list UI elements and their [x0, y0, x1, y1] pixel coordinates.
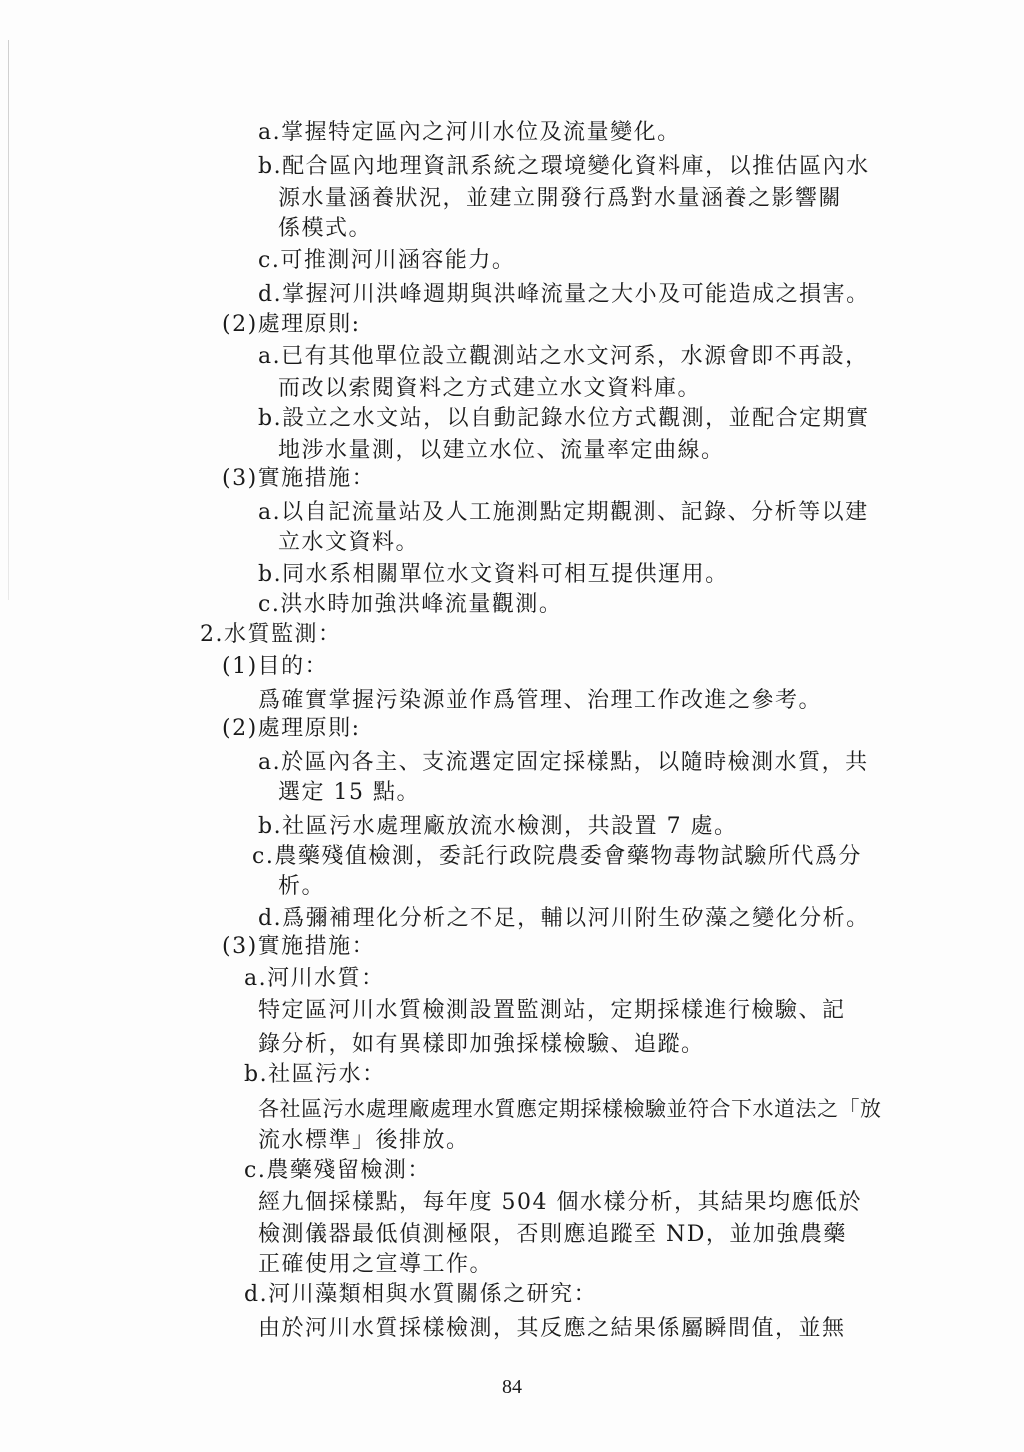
text-line: 爲確實掌握污染源並作爲管理、治理工作改進之參考。 — [258, 688, 823, 713]
text-line: 特定區河川水質檢測設置監測站，定期採樣進行檢驗、記 — [258, 998, 846, 1023]
text-line: 係模式。 — [278, 216, 373, 241]
text-line: a.以自記流量站及人工施測點定期觀測、記錄、分析等以建 — [258, 500, 869, 525]
text-line: 錄分析，如有異樣即加強採樣檢驗、追蹤。 — [258, 1032, 705, 1057]
text-line: b.同水系相關單位水文資料可相互提供運用。 — [258, 562, 729, 587]
text-line: 立水文資料。 — [278, 530, 420, 555]
text-line: d.爲彌補理化分析之不足，輔以河川附生矽藻之變化分析。 — [258, 906, 870, 931]
text-line: a.掌握特定區內之河川水位及流量變化。 — [258, 120, 681, 145]
text-line: b.社區污水處理廠放流水檢測，共設置 7 處。 — [258, 814, 738, 839]
text-line: 正確使用之宣導工作。 — [258, 1252, 494, 1277]
section-heading: (3)實施措施： — [222, 466, 376, 491]
text-line: 源水量涵養狀況，並建立開發行爲對水量涵養之影響關 — [278, 186, 843, 211]
text-line: 而改以索閱資料之方式建立水文資料庫。 — [278, 376, 702, 401]
text-line: a.已有其他單位設立觀測站之水文河系，水源會即不再設， — [258, 344, 869, 369]
text-line: 析。 — [278, 874, 326, 899]
text-line: 各社區污水處理廠處理水質應定期採樣檢驗並符合下水道法之「放 — [258, 1097, 882, 1121]
subsection-heading: c.農藥殘留檢測： — [244, 1158, 431, 1183]
text-line: c.可推測河川涵容能力。 — [258, 248, 516, 273]
subsection-heading: a.河川水質： — [244, 966, 385, 991]
text-line: b.設立之水文站，以自動記錄水位方式觀測，並配合定期實 — [258, 406, 870, 431]
page-number: 84 — [502, 1376, 522, 1398]
section-heading: (1)目的： — [222, 654, 329, 679]
section-heading: (2)處理原則: — [222, 312, 361, 337]
text-line: c.洪水時加強洪峰流量觀測。 — [258, 592, 563, 617]
text-line: 選定 15 點。 — [278, 780, 420, 805]
text-line: 經九個採樣點，每年度 504 個水樣分析，其結果均應低於 — [258, 1190, 862, 1215]
text-line: b.配合區內地理資訊系統之環境變化資料庫，以推估區內水 — [258, 154, 870, 179]
section-heading: (3)實施措施： — [222, 934, 376, 959]
text-line: 檢測儀器最低偵測極限，否則應追蹤至 ND，並加強農藥 — [258, 1222, 847, 1247]
text-line: 地涉水量測，以建立水位、流量率定曲線。 — [278, 438, 725, 463]
chapter-heading: 2.水質監測： — [200, 622, 342, 647]
subsection-heading: b.社區污水： — [244, 1062, 386, 1087]
scan-edge-line — [8, 40, 9, 600]
subsection-heading: d.河川藻類相與水質關係之研究： — [244, 1282, 598, 1307]
section-heading: (2)處理原則: — [222, 716, 361, 741]
text-line: a.於區內各主、支流選定固定採樣點，以隨時檢測水質，共 — [258, 750, 869, 775]
text-line: c.農藥殘值檢測，委託行政院農委會藥物毒物試驗所代爲分 — [252, 844, 862, 869]
text-line: 由於河川水質採樣檢測，其反應之結果係屬瞬間值，並無 — [258, 1316, 846, 1341]
text-line: d.掌握河川洪峰週期與洪峰流量之大小及可能造成之損害。 — [258, 282, 870, 307]
text-line: 流水標準」後排放。 — [258, 1128, 470, 1153]
